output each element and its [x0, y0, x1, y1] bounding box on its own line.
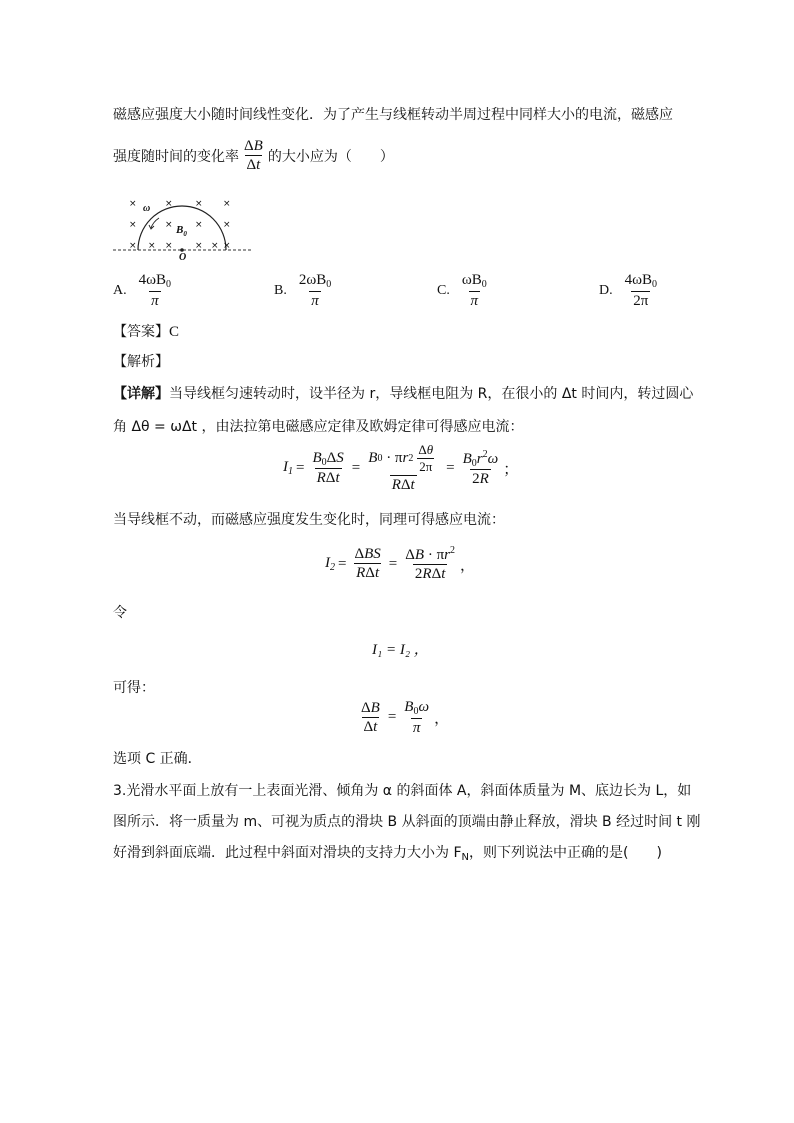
cross-mark: ×: [165, 199, 173, 209]
obtain-text: 可得：: [113, 680, 155, 696]
origin-label: O: [179, 252, 187, 263]
answer-line: [113, 321, 179, 341]
equation-1: $I_1$ = $\frac{B_0\Delta S}{\text{RΔt}}$ = B 0 · π r 2 $\frac{\Delta\theta}{2\pi}$ RΔt = $\frac{B_0r^2\omega}{2R}$ ；: [283, 442, 519, 493]
detail-line-2: 角 Δθ = ωΔt ，由法拉第电磁感应定律及欧姆定律可得感应电流：: [113, 419, 524, 435]
intro-line-2: [113, 138, 394, 174]
cross-mark: ×: [129, 220, 137, 230]
omega-label: ω: [143, 203, 151, 214]
cross-mark: ×: [165, 220, 173, 230]
intro-line-2-prefix: 强度随时间的变化率: [113, 149, 239, 166]
option-a-label: A.: [113, 282, 127, 298]
let-text: 令: [113, 605, 127, 621]
answer-tag: 【答案】: [113, 324, 169, 340]
cross-mark: ×: [129, 199, 137, 209]
field-label: $B_0$: [176, 224, 187, 238]
intro-line-1: 磁感应强度大小随时间线性变化．为了产生与线框转动半周过程中同样大小的电流，磁感应: [113, 107, 673, 123]
cross-mark: ×: [195, 241, 203, 251]
static-frame-line: 当导线框不动，而磁感应强度发生变化时，同理可得感应电流：: [113, 512, 505, 528]
analysis-tag: 【解析】: [113, 354, 169, 370]
cross-mark: ×: [223, 199, 231, 209]
question-3-line-3: 好滑到斜面底端．此过程中斜面对滑块的支持力大小为 $F_N$，则下列说法中正确的是( ): [113, 845, 662, 863]
option-b[interactable]: [274, 272, 336, 310]
detail-text-1: 当导线框匀速转动时，设半径为 r，导线框电阻为 R，在很小的 Δt 时间内，转过圆心: [169, 386, 694, 402]
cross-mark: ×: [165, 241, 173, 251]
option-d-fraction: $\frac{4\omega B_0}{2\pi}$: [624, 272, 658, 309]
option-d-label: D.: [599, 282, 613, 298]
question-3-line-2: 图所示．将一质量为 m、可视为质点的滑块 B 从斜面的顶端由静止释放，滑块 B 经过时间 t 刚: [113, 814, 701, 830]
cross-mark: ×: [211, 241, 219, 251]
option-c-label: C.: [437, 282, 450, 298]
detail-tag: 【详解】: [113, 386, 169, 402]
rate-fraction: $\frac{\Delta B}{\Delta t}$: [244, 138, 263, 174]
semicircle-figure: [113, 196, 253, 262]
equation-2: $I_2$ = $\frac{\text{ΔBS}}{\text{RΔt}}$ = $\frac{\Delta B \cdot \pi r^2}{\text{2RΔt}}$ ，: [325, 545, 476, 583]
question-3-line-1: 3.光滑水平面上放有一上表面光滑、倾角为 α 的斜面体 A，斜面体质量为 M、底边长为 L，如: [113, 783, 692, 799]
conclusion: 选项 C 正确．: [113, 751, 202, 767]
option-a[interactable]: [113, 272, 176, 310]
detail-line-1: [113, 383, 693, 403]
cross-mark: ×: [195, 220, 203, 230]
option-c-fraction: $\frac{\omega B_0}{\pi}$: [461, 272, 487, 309]
equation-4: $\frac{\Delta B}{\Delta t}$ = $\frac{B_0\omega}{\pi}$ ，: [361, 699, 450, 736]
answer-value: C: [169, 324, 180, 340]
cross-mark: ×: [223, 220, 231, 230]
option-b-label: B.: [274, 282, 287, 298]
option-d[interactable]: [599, 272, 662, 310]
equation-3: I₁ = I₂ ，: [372, 642, 429, 658]
cross-mark: ×: [195, 199, 203, 209]
intro-line-2-suffix: 的大小应为（ ）: [267, 149, 394, 166]
option-c[interactable]: [437, 272, 492, 310]
option-a-fraction: $\frac{4\omega B_0}{\pi}$: [138, 272, 172, 309]
cross-mark: ×: [148, 241, 156, 251]
cross-mark: ×: [129, 241, 137, 251]
cross-mark: ×: [223, 241, 231, 251]
option-b-fraction: $\frac{2\omega B_0}{\pi}$: [298, 272, 332, 309]
